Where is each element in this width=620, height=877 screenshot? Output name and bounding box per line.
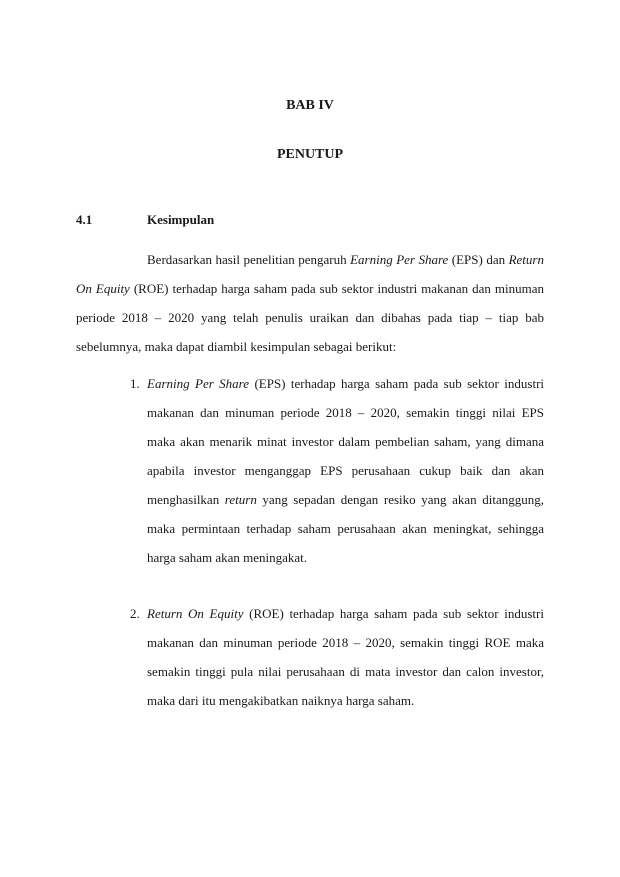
section-number: 4.1	[76, 212, 93, 227]
intro-term-roe: Return On Equity	[76, 252, 544, 296]
intro-term-eps: Earning Per Share	[350, 252, 449, 267]
list-item-text: (EPS) terhadap harga saham pada sub sektor industri makanan dan minuman periode 2018 – 2020, semakin tinggi nilai EPS maka akan menarik minat investor dalam pembelian saham, yang dimana apabila investor menganggap EPS perusahaan cukup baik dan akan menghasilkan	[147, 376, 545, 507]
list-item-term: Return On Equity	[147, 606, 244, 621]
list-item-term: Earning Per Share	[147, 376, 250, 391]
intro-text-2: (EPS) dan	[448, 252, 509, 267]
list-item-term: return	[224, 492, 257, 507]
list-item-text: yang sepadan dengan resiko yang akan ditanggung, maka permintaan terhadap saham perusahaan akan meningkat, sehingga harga saham akan meningakat.	[147, 492, 544, 565]
intro-paragraph	[76, 245, 544, 361]
intro-text-1: Berdasarkan hasil penelitian pengaruh	[147, 252, 351, 267]
list-item-number: 2.	[130, 606, 140, 621]
chapter-title: PENUTUP	[276, 147, 344, 162]
list-item-text: (ROE) terhadap harga saham pada sub sektor industri makanan dan minuman periode 2018 – 2020, semakin tinggi ROE maka semakin tinggi pula nilai perusahaan di mata investor dan calon investor, maka dari itu mengakibatkan naiknya harga saham.	[147, 606, 544, 708]
chapter-number: BAB IV	[286, 98, 334, 113]
section-title: Kesimpulan	[147, 212, 215, 227]
list-item-number: 1.	[130, 376, 140, 391]
list-item	[130, 599, 544, 715]
section-heading	[76, 212, 214, 228]
list-item	[130, 369, 545, 572]
intro-text-3: (ROE) terhadap harga saham pada sub sektor industri makanan dan minuman periode 2018 – 2020 yang telah penulis uraikan dan dibahas pada tiap – tiap bab sebelumnya, maka dapat diambil kesimpulan sebagai berikut:	[76, 281, 544, 354]
